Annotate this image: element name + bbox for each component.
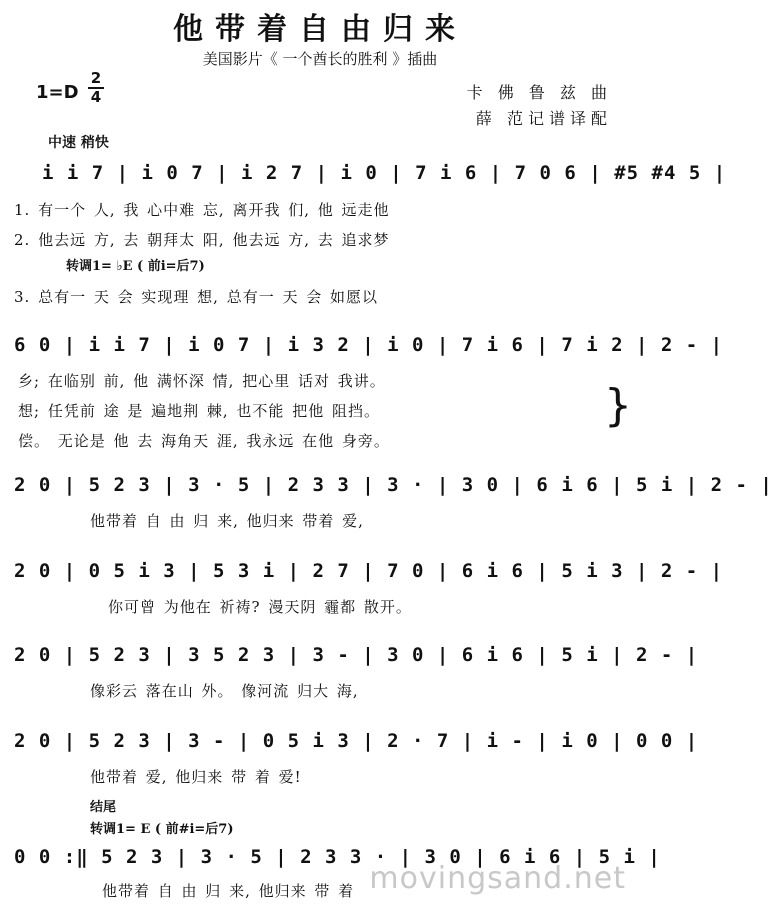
notation-row-4: 2 0 | 0 5 i 3 | 5 3 i | 2 7 | 7 0 | 6 i 6 | 5 i 3 | 2 - | <box>14 560 724 582</box>
time-signature-top: 2 <box>90 69 102 87</box>
composer-credit: 卡 佛 鲁 兹 曲 <box>466 83 612 102</box>
watermark-text: movingsand.net <box>369 861 626 896</box>
tempo-marking: 中速 稍快 <box>48 135 109 151</box>
notation-row-2: 6 0 | i i 7 | i 0 7 | i 3 2 | i 0 | 7 i 6 | 7 i 2 | 2 - | <box>14 334 724 356</box>
modulation-note-1: 转调1= ♭E ( 前i=后7) <box>66 259 205 274</box>
lyric-row-5: 像彩云 落在山 外。 像河流 归大 海, <box>90 682 359 700</box>
lyric-verse2-line2: 想; 任凭前 途 是 遍地荆 棘, 也不能 把他 阻挡。 <box>18 402 380 420</box>
lyric-row-4: 你可曾 为他在 祈祷? 漫天阴 霾都 散开。 <box>108 598 412 616</box>
arranger-credit: 薛 范记谱译配 <box>475 109 612 128</box>
lyric-verse1-line2: 乡; 在临别 前, 他 满怀深 情, 把心里 话对 我讲。 <box>18 372 386 390</box>
key-signature: 1=D <box>36 82 79 103</box>
coda-label: 结尾 <box>90 800 117 815</box>
song-title: 他带着自由归来 <box>173 12 467 47</box>
notation-row-1: i i 7 | i 0 7 | i 2 7 | i 0 | 7 i 6 | 7 0 6 | #5 #4 5 | <box>42 162 727 184</box>
notation-row-3: 2 0 | 5 2 3 | 3 · 5 | 2 3 3 | 3 · | 3 0 | 6 i 6 | 5 i | 2 - | <box>14 474 773 496</box>
lyric-row-6: 他带着 爱, 他归来 带 着 爱! <box>90 768 302 786</box>
notation-row-6: 2 0 | 5 2 3 | 3 - | 0 5 i 3 | 2 · 7 | i - | i 0 | 0 0 | <box>14 730 699 752</box>
lyric-row-7: 他带着 自 由 归 来, 他归来 带 着 <box>102 882 355 900</box>
lyric-row-3: 他带着 自 由 归 来, 他归来 带着 爱, <box>90 512 364 530</box>
lyric-verse2-line1: 2. 他去远 方, 去 朝拜太 阳, 他去远 方, 去 追求梦 <box>14 231 390 249</box>
notation-row-5: 2 0 | 5 2 3 | 3 5 2 3 | 3 - | 3 0 | 6 i 6 | 5 i | 2 - | <box>14 644 699 666</box>
notation-row-7: 0 0 :‖ 5 2 3 | 3 · 5 | 2 3 3 · | 3 0 | 6 i 6 | 5 i | <box>14 846 661 868</box>
song-subtitle: 美国影片《 一个酋长的胜利 》插曲 <box>202 50 438 68</box>
lyric-verse3-line1: 3. 总有一 天 会 实现理 想, 总有一 天 会 如愿以 <box>14 288 378 306</box>
time-signature-bottom: 4 <box>90 88 102 106</box>
lyric-verse1-line1: 1. 有一个 人, 我 心中难 忘, 离开我 们, 他 远走他 <box>14 201 390 219</box>
modulation-note-2: 转调1= E ( 前#i=后7) <box>90 822 234 837</box>
verse-brace: } <box>604 380 632 431</box>
lyric-verse3-line2: 偿。 无论是 他 去 海角天 涯, 我永远 在他 身旁。 <box>18 432 390 450</box>
time-signature <box>88 70 104 106</box>
